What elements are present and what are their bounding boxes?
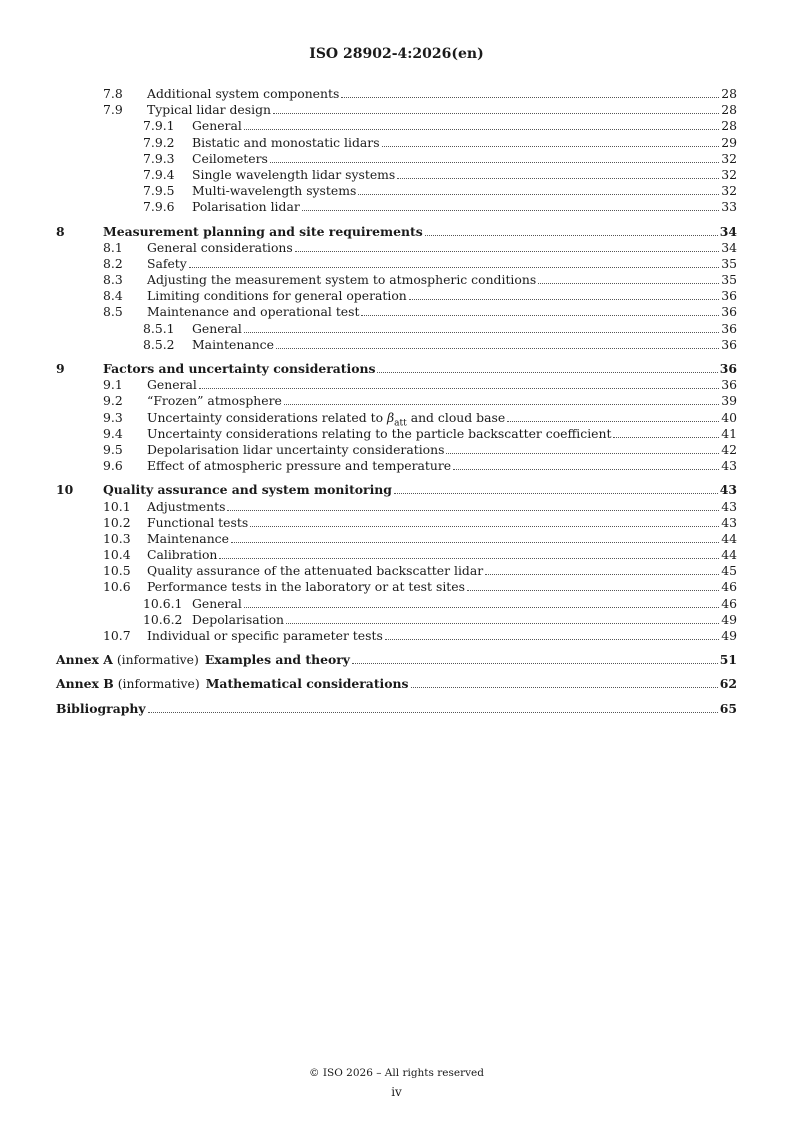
- toc-page-number: 51: [719, 652, 737, 668]
- leader-dots: [276, 348, 719, 349]
- toc-entry-8-3[interactable]: 8.3 Adjusting the measurement system to atmospheric conditions 35: [103, 272, 737, 288]
- toc-page-number: 32: [721, 150, 737, 166]
- leader-dots: [538, 283, 719, 284]
- leader-dots: [446, 453, 719, 454]
- document-header: ISO 28902-4:2026(en): [309, 46, 484, 62]
- toc-entry-title: Adjusting the measurement system to atmospheric conditions: [147, 272, 537, 288]
- toc-entry-8[interactable]: 8 Measurement planning and site requirements 34: [56, 223, 737, 239]
- toc-entry-annex-a[interactable]: [56, 652, 737, 668]
- leader-dots: [302, 210, 719, 211]
- toc-entry-7-9-1[interactable]: 7.9.1 General 28: [143, 118, 737, 134]
- toc-page-number: 43: [721, 458, 737, 474]
- toc-entry-title: Mathematical considerations: [205, 676, 409, 692]
- toc-entry-title: General: [147, 377, 197, 393]
- toc-page-number: 35: [721, 255, 737, 271]
- toc-entry-10-2[interactable]: 10.2 Functional tests 43: [103, 514, 737, 530]
- leader-dots: [219, 558, 719, 559]
- toc-page-number: 34: [721, 239, 737, 255]
- toc-page-number: 29: [721, 134, 737, 150]
- toc-entry-10-5[interactable]: 10.5 Quality assurance of the attenuated backscatter lidar 45: [103, 563, 737, 579]
- toc-page-number: 36: [721, 304, 737, 320]
- annex-label: Annex B: [56, 676, 114, 692]
- toc-entry-9-3[interactable]: 9.3 Uncertainty considerations related to $\beta_{att}$ and cloud base 40: [103, 409, 737, 429]
- leader-dots: [295, 251, 719, 252]
- toc-page-number: 49: [721, 611, 737, 627]
- toc-page-number: 44: [721, 547, 737, 563]
- toc-entry-7-9-5[interactable]: 7.9.5 Multi-wavelength systems 32: [143, 183, 737, 199]
- toc-page-number: 39: [721, 393, 737, 409]
- toc-entry-bibliography[interactable]: [56, 701, 737, 717]
- leader-dots: [382, 146, 720, 147]
- leader-dots: [244, 607, 719, 608]
- leader-dots: [273, 113, 719, 114]
- toc-entry-8-2[interactable]: 8.2 Safety 35: [103, 255, 737, 271]
- leader-dots: [397, 178, 719, 179]
- toc-entry-title: Bibliography: [56, 700, 146, 716]
- leader-dots: [613, 437, 719, 438]
- toc-entry-7-9-2[interactable]: 7.9.2 Bistatic and monostatic lidars 29: [143, 134, 737, 150]
- leader-dots: [244, 129, 719, 130]
- toc-page-number: 36: [721, 336, 737, 352]
- leader-dots: [453, 469, 719, 470]
- toc-entry-title: Performance tests in the laboratory or at test sites: [147, 579, 465, 595]
- toc-entry-title: Calibration: [147, 547, 218, 563]
- table-of-contents: [56, 86, 737, 717]
- toc-entry-10-4[interactable]: 10.4 Calibration 44: [103, 547, 737, 563]
- toc-entry-title: Maintenance: [147, 530, 229, 546]
- toc-entry-annex-b[interactable]: [56, 676, 737, 692]
- annex-type: (informative): [116, 652, 199, 668]
- toc-page-number: 62: [719, 676, 737, 692]
- leader-dots: [199, 388, 719, 389]
- leader-dots: [377, 372, 717, 373]
- toc-entry-title: Ceilometers: [192, 150, 268, 166]
- annex-label: Annex A: [56, 652, 113, 668]
- toc-page-number: 28: [721, 102, 737, 118]
- toc-entry-title: General considerations: [147, 239, 293, 255]
- toc-entry-10-6-1[interactable]: 10.6.1 General 46: [143, 595, 737, 611]
- leader-dots: [358, 194, 719, 195]
- leader-dots: [270, 162, 719, 163]
- toc-entry-9-4[interactable]: 9.4 Uncertainty considerations relating to the particle backscatter coefficient 41: [103, 425, 737, 441]
- toc-page-number: 36: [721, 377, 737, 393]
- leader-dots: [341, 97, 719, 98]
- toc-page-number: 28: [721, 118, 737, 134]
- annex-type: (informative): [117, 676, 200, 692]
- toc-entry-title: Individual or specific parameter tests: [147, 628, 383, 643]
- toc-entry-10-7[interactable]: 10.7 Individual or specific parameter tests 49: [103, 628, 737, 643]
- leader-dots: [411, 687, 718, 688]
- toc-entry-title: Polarisation lidar: [192, 199, 300, 215]
- leader-dots: [148, 712, 718, 713]
- toc-page-number: 40: [721, 409, 737, 425]
- toc-entry-title: Quality assurance of the attenuated backscatter lidar: [147, 563, 484, 579]
- toc-page-number: 33: [721, 199, 737, 215]
- toc-page-number: 35: [721, 272, 737, 288]
- toc-entry-title: Additional system components: [147, 86, 340, 101]
- toc-page-number: 43: [721, 498, 737, 514]
- toc-page-number: 28: [721, 86, 737, 101]
- toc-entry-8-5-2[interactable]: 8.5.2 Maintenance 36: [143, 336, 737, 352]
- toc-entry-9-5[interactable]: 9.5 Depolarisation lidar uncertainty considerations 42: [103, 441, 737, 457]
- toc-entry-title: Maintenance: [192, 336, 274, 352]
- toc-page-number: 46: [721, 595, 737, 611]
- toc-page-number: 43: [721, 514, 737, 530]
- toc-entry-title: Uncertainty considerations related to $\beta_{att}$ and cloud base: [147, 409, 506, 429]
- toc-entry-10-3[interactable]: 10.3 Maintenance 44: [103, 530, 737, 546]
- leader-dots: [231, 542, 719, 543]
- leader-dots: [250, 526, 719, 527]
- toc-entry-title: General: [192, 320, 242, 336]
- toc-entry-7-9-3[interactable]: 7.9.3 Ceilometers 32: [143, 150, 737, 166]
- toc-entry-title: Single wavelength lidar systems: [192, 166, 396, 182]
- toc-page-number: 32: [721, 166, 737, 182]
- toc-entry-title: Maintenance and operational test: [147, 304, 360, 320]
- toc-page-number: 36: [721, 320, 737, 336]
- toc-entry-title: Depolarisation lidar uncertainty considerations: [147, 441, 445, 457]
- toc-entry-9-6[interactable]: 9.6 Effect of atmospheric pressure and temperature 43: [103, 458, 737, 474]
- toc-page-number: 36: [719, 361, 737, 376]
- toc-entry-title: Multi-wavelength systems: [192, 183, 357, 199]
- beta-symbol: β: [386, 409, 395, 425]
- leader-dots: [361, 315, 719, 316]
- toc-entry-title: Measurement planning and site requirements: [103, 223, 423, 239]
- toc-entry-7-8[interactable]: 7.8 Additional system components 28: [103, 86, 737, 101]
- leader-dots: [409, 299, 719, 300]
- leader-dots: [284, 404, 719, 405]
- toc-page-number: 34: [719, 223, 737, 239]
- toc-entry-title: Adjustments: [147, 498, 226, 514]
- toc-entry-7-9[interactable]: 7.9 Typical lidar design 28: [103, 102, 737, 118]
- toc-entry-title: Effect of atmospheric pressure and temperature: [147, 458, 452, 474]
- leader-dots: [244, 332, 719, 333]
- toc-entry-title: Quality assurance and system monitoring: [103, 482, 392, 498]
- toc-entry-8-5[interactable]: 8.5 Maintenance and operational test 36: [103, 304, 737, 320]
- leader-dots: [189, 267, 719, 268]
- leader-dots: [286, 623, 719, 624]
- toc-entry-title: Factors and uncertainty considerations: [103, 361, 376, 376]
- leader-dots: [507, 421, 719, 422]
- toc-entry-9-1[interactable]: 9.1 General 36: [103, 377, 737, 393]
- toc-entry-title: Functional tests: [147, 514, 249, 530]
- toc-entry-title: General: [192, 118, 242, 134]
- toc-page-number: 44: [721, 530, 737, 546]
- toc-entry-9[interactable]: 9 Factors and uncertainty considerations 36: [56, 361, 737, 376]
- toc-entry-8-4[interactable]: 8.4 Limiting conditions for general operation 36: [103, 288, 737, 304]
- toc-entry-9-2[interactable]: 9.2 “Frozen” atmosphere 39: [103, 393, 737, 409]
- toc-entry-title: Bistatic and monostatic lidars: [192, 134, 380, 150]
- toc-entry-7-9-6[interactable]: 7.9.6 Polarisation lidar 33: [143, 199, 737, 215]
- toc-entry-8-5-1[interactable]: 8.5.1 General 36: [143, 320, 737, 336]
- toc-page-number: 32: [721, 183, 737, 199]
- leader-dots: [385, 639, 719, 640]
- leader-dots: [352, 663, 718, 664]
- toc-entry-10-1[interactable]: 10.1 Adjustments 43: [103, 498, 737, 514]
- toc-entry-title: Typical lidar design: [147, 102, 271, 118]
- toc-entry-title: Safety: [147, 255, 187, 271]
- copyright-notice: © ISO 2026 – All rights reserved: [309, 1067, 484, 1079]
- leader-dots: [425, 235, 718, 236]
- page-number: iv: [391, 1085, 402, 1099]
- toc-entry-title: Limiting conditions for general operation: [147, 288, 407, 304]
- toc-page-number: 46: [721, 579, 737, 595]
- toc-page-number: 49: [721, 628, 737, 643]
- toc-page-number: 43: [719, 482, 737, 498]
- leader-dots: [227, 510, 719, 511]
- toc-page-number: 36: [721, 288, 737, 304]
- leader-dots: [467, 590, 719, 591]
- toc-entry-10-6[interactable]: 10.6 Performance tests in the laboratory or at test sites 46: [103, 579, 737, 595]
- toc-page-number: 42: [721, 441, 737, 457]
- toc-entry-title: General: [192, 595, 242, 611]
- toc-page-number: 41: [721, 425, 737, 441]
- toc-page-number: 45: [721, 563, 737, 579]
- toc-entry-10[interactable]: 10 Quality assurance and system monitoring 43: [56, 482, 737, 498]
- toc-entry-title: Uncertainty considerations relating to the particle backscatter coefficient: [147, 425, 612, 441]
- toc-page-number: 65: [719, 700, 737, 716]
- toc-entry-title: “Frozen” atmosphere: [147, 393, 282, 409]
- toc-entry-8-1[interactable]: 8.1 General considerations 34: [103, 239, 737, 255]
- toc-entry-7-9-4[interactable]: 7.9.4 Single wavelength lidar systems 32: [143, 166, 737, 182]
- toc-entry-title: Depolarisation: [192, 611, 285, 627]
- leader-dots: [485, 574, 719, 575]
- toc-entry-title: Examples and theory: [204, 652, 350, 668]
- leader-dots: [394, 493, 718, 494]
- toc-entry-10-6-2[interactable]: 10.6.2 Depolarisation 49: [143, 611, 737, 627]
